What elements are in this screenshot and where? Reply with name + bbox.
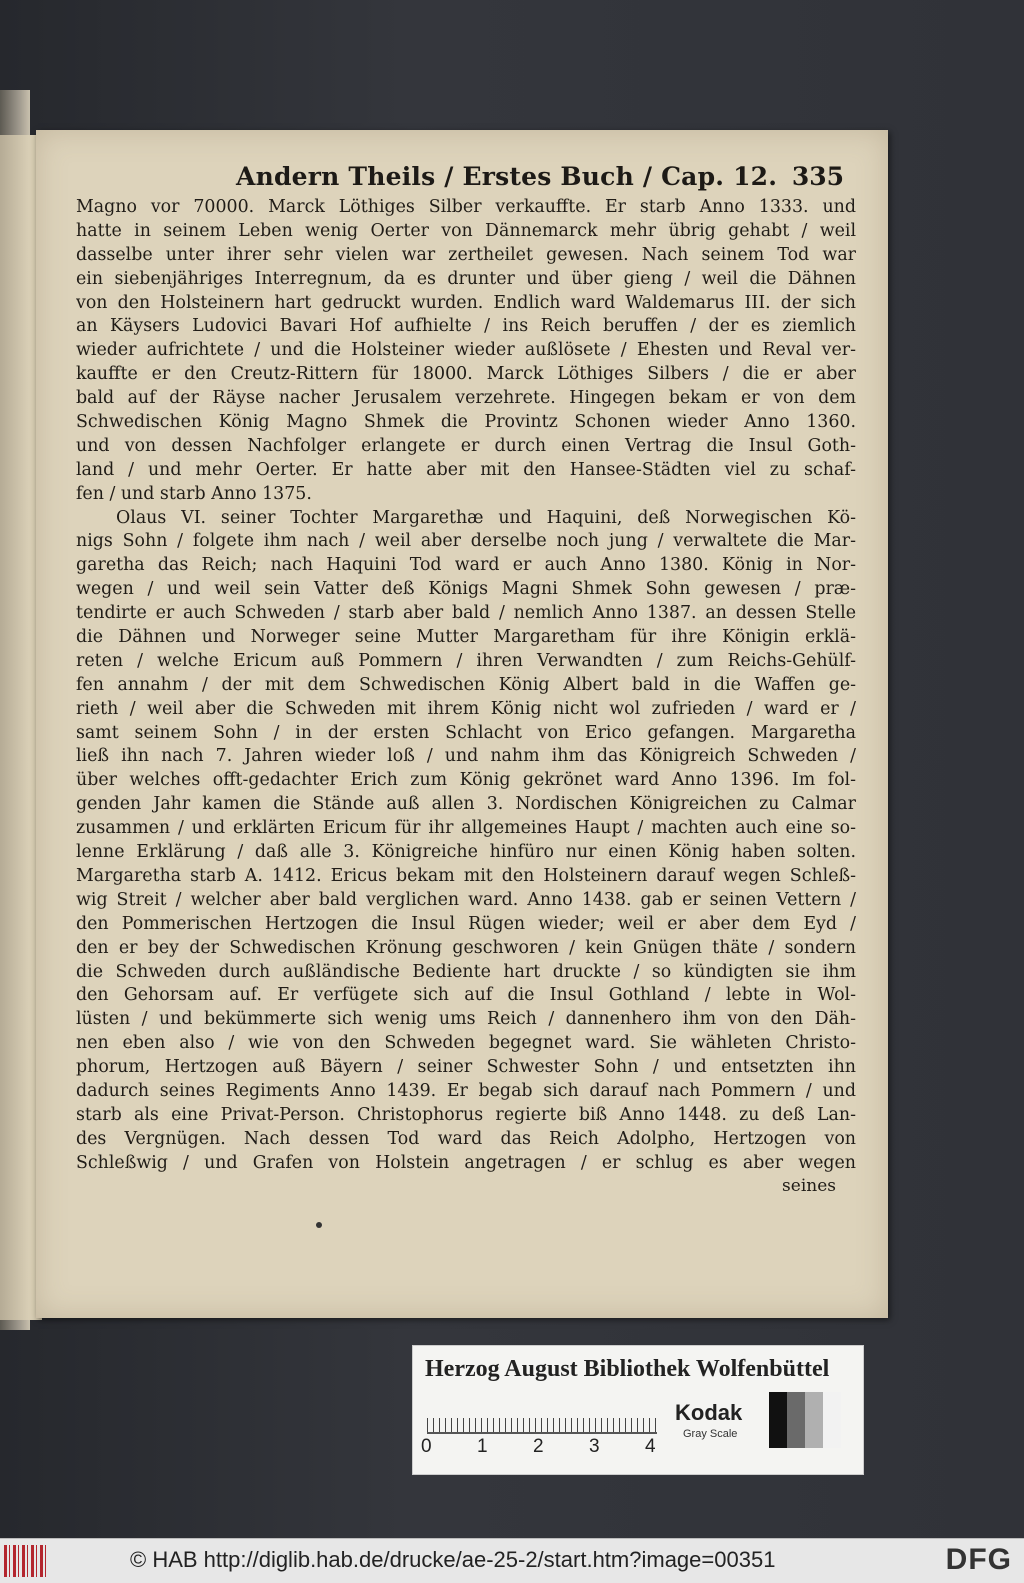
text-line: Schleßwig / und Grafen von Holstein angetragen / er schlug es aber wegen — [76, 1152, 856, 1173]
book-page — [36, 130, 888, 1318]
text-line: und von dessen Nachfolger erlangete er durch einen Vertrag die Insul Goth- — [76, 435, 856, 456]
gray-patch — [805, 1392, 823, 1448]
ruler-label: 4 — [645, 1436, 656, 1457]
text-line: wig Streit / welcher aber bald verglichen ward. Anno 1438. gab er seinen Vettern / — [76, 889, 856, 910]
catchword: seines — [782, 1176, 836, 1196]
text-line: die Dähnen und Norweger seine Mutter Margaretham für ihre Königin erklä- — [76, 627, 856, 648]
gray-patch — [823, 1392, 841, 1448]
ruler-label: 0 — [421, 1436, 432, 1457]
text-line: genden Jahr kamen die Stände auß allen 3. Nordischen Königreichen zu Calmar — [76, 794, 856, 815]
text-line: reten / welche Ericum auß Pommern / ihren Verwandten / zum Reichs-Gehülf- — [76, 650, 856, 671]
text-line: dadurch seines Regiments Anno 1439. Er begab sich darauf nach Pommern / und — [76, 1080, 856, 1101]
text-line: samt seinem Sohn / in der ersten Schlacht von Erico gefangen. Margaretha — [76, 722, 856, 743]
text-line: den Gehorsam auf. Er verfügete sich auf die Insul Gothland / lebte in Wol- — [76, 985, 856, 1006]
text-line: hatte in seinem Leben wenig Oerter von Dännemarck mehr übrig gehabt / weil — [76, 220, 856, 241]
text-line: dasselbe unter ihrer sehr vielen war zertheilet gewesen. Nach seinem Tod war — [76, 244, 856, 265]
text-line: über welches offt-gedachter Erich zum König gekrönet ward Anno 1396. Im fol- — [76, 770, 856, 791]
kodak-subtitle: Gray Scale — [683, 1428, 738, 1440]
dfg-logo: DFG — [945, 1543, 1012, 1576]
text-line: Olaus VI. seiner Tochter Margarethæ und Haquini, deß Norwegischen Kö- — [116, 507, 856, 528]
gray-scale-patches — [769, 1392, 841, 1448]
ruler-label: 2 — [533, 1436, 544, 1457]
footer-url[interactable]: © HAB http://diglib.hab.de/drucke/ae-25-2/start.htm?image=00351 — [130, 1547, 776, 1572]
text-line: phorum, Hertzogen auß Bäyern / seiner Schwester Sohn / und entsetzten ihn — [76, 1057, 856, 1078]
text-line: tendirte er auch Schweden / starb aber bald / nemlich Anno 1387. an dessen Stelle — [76, 603, 856, 624]
text-line: rieth / weil aber die Schweden mit ihrem König nicht wol zufrieden / ward er / — [76, 698, 856, 719]
text-line: nen eben also / wie von den Schweden begegnet ward. Sie wähleten Christo- — [76, 1033, 856, 1054]
text-line: an Käysers Ludovici Bavari Hof aufhielte / ins Reich beruffen / der es ziemlich — [76, 316, 856, 337]
gray-patch — [787, 1392, 805, 1448]
text-line: kauffte er den Creutz-Rittern für 18000. Marck Löthiges Silbers / die er aber — [76, 364, 856, 385]
text-line: Margaretha starb A. 1412. Ericus bekam mit den Holsteinern darauf wegen Schleß- — [76, 865, 856, 886]
text-line: garetha das Reich; nach Haquini Tod ward er auch Anno 1380. König in Nor- — [76, 555, 856, 576]
text-line: den Pommerischen Hertzogen die Insul Rügen wieder; weil er aber dem Eyd / — [76, 913, 856, 934]
text-line: wegen / und weil sein Vatter deß Königs Magni Shmek Sohn gewesen / præ- — [76, 579, 856, 600]
ruler-labels — [421, 1436, 671, 1460]
text-line: fen / und starb Anno 1375. — [76, 483, 312, 504]
text-line: fen annahm / der mit dem Schwedischen König Albert bald in die Waffen ge- — [76, 674, 856, 695]
kodak-logo: Kodak — [675, 1400, 743, 1425]
text-line: Schwedischen König Magno Shmek die Provintz Schonen wieder Anno 1360. — [76, 412, 856, 433]
text-line: bald auf der Räyse nacher Jerusalem verzehrete. Hingegen bekam er von dem — [76, 388, 856, 409]
text-line: wieder aufrichtete / und die Holsteiner wieder außlösete / Ehesten und Reval ver- — [76, 340, 856, 361]
page-number: 335 — [791, 162, 844, 191]
ruler-label: 1 — [477, 1436, 488, 1457]
gray-patch — [769, 1392, 787, 1448]
text-line: Magno vor 70000. Marck Löthiges Silber verkauffte. Er starb Anno 1333. und — [76, 197, 856, 217]
running-head: Andern Theils / Erstes Buch / Cap. 12. — [236, 162, 778, 191]
barcode-icon — [4, 1545, 46, 1577]
text-line: lenne Erklärung / daß alle 3. Königreiche hinfüro nur einen König haben solten. — [76, 842, 856, 863]
text-line: von den Holsteinern hart gedruckt wurden. Endlich ward Waldemarus III. der sich — [76, 292, 856, 313]
text-line: den er bey der Schwedischen Krönung geschworen / kein Gnügen thäte / sondern — [76, 937, 856, 958]
body-text — [76, 196, 856, 1176]
card-title: Herzog August Bibliothek Wolfenbüttel — [425, 1356, 830, 1382]
text-line: des Vergnügen. Nach dessen Tod ward das Reich Adolpho, Hertzogen von — [76, 1128, 856, 1149]
text-line: ließ ihn nach 7. Jahren wieder loß / und nahm ihm das Königreich Schweden / — [76, 746, 856, 767]
text-line: land / und mehr Oerter. Er hatte aber mit den Hansee-Städten viel zu schaf- — [76, 459, 856, 480]
text-line: zusammen / und erklärten Ericum für ihr allgemeines Haupt / machten auch eine so- — [76, 818, 856, 839]
text-line: ein siebenjähriges Interregnum, da es drunter und über gieng / weil die Dähnen — [76, 268, 856, 289]
text-line: die Schweden durch außländische Bediente hart druckte / so kündigten sie ihm — [76, 961, 856, 982]
footer-bar — [0, 1538, 1024, 1583]
scale-ruler — [427, 1406, 657, 1434]
text-line: lüsten / und bekümmerte sich wenig ums Reich / dannenhero ihm von den Däh- — [76, 1009, 856, 1030]
ink-speck — [316, 1222, 322, 1228]
library-color-card — [412, 1345, 864, 1475]
ruler-label: 3 — [589, 1436, 600, 1457]
text-line: nigs Sohn / folgete ihm nach / weil aber derselbe noch jung / verwaltete die Mar- — [76, 531, 856, 552]
text-line: starb als eine Privat-Person. Christophorus regierte biß Anno 1448. zu deß Lan- — [76, 1104, 856, 1125]
